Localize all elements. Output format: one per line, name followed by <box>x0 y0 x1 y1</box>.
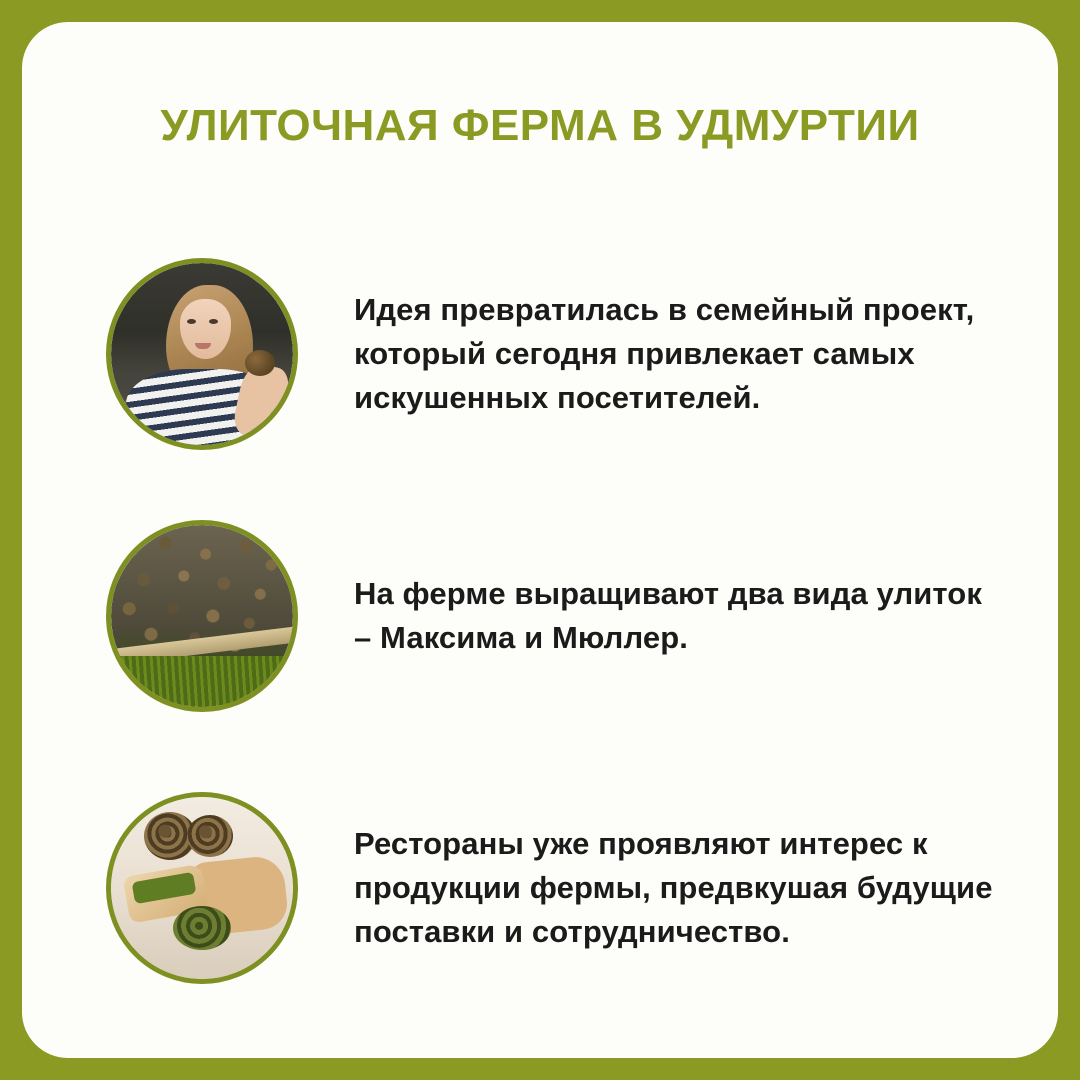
list-item-text <box>298 572 998 660</box>
list-item-text <box>298 288 998 420</box>
snail-dish-icon <box>173 906 231 950</box>
list-item <box>82 788 998 988</box>
photo-dish-inner <box>111 797 293 979</box>
grass-shape <box>111 656 293 707</box>
list-item-paragraph: Рестораны уже проявляют интерес к продукции фермы, предвкушая будущие поставки и сотрудничество. <box>354 825 993 949</box>
photo-snails-on-farm-bed <box>106 520 298 712</box>
photo-woman-inner <box>111 263 293 445</box>
page-title: УЛИТОЧНАЯ ФЕРМА В УДМУРТИИ <box>160 101 920 150</box>
photo-snail-dish-on-bread <box>106 792 298 984</box>
photo-woman-holding-snail <box>106 258 298 450</box>
content-rows <box>22 244 1058 1018</box>
snail-shell-icon <box>187 815 233 857</box>
list-item-text <box>298 822 998 954</box>
list-item <box>82 516 998 716</box>
photo-snails-inner <box>111 525 293 707</box>
poster-card <box>22 22 1058 1058</box>
list-item-paragraph: Идея превратилась в семейный проект, который сегодня привлекает самых искушенных посетителей. <box>354 291 975 415</box>
list-item <box>82 254 998 454</box>
list-item-paragraph: На ферме выращивают два вида улиток – Максима и Мюллер. <box>354 575 982 655</box>
